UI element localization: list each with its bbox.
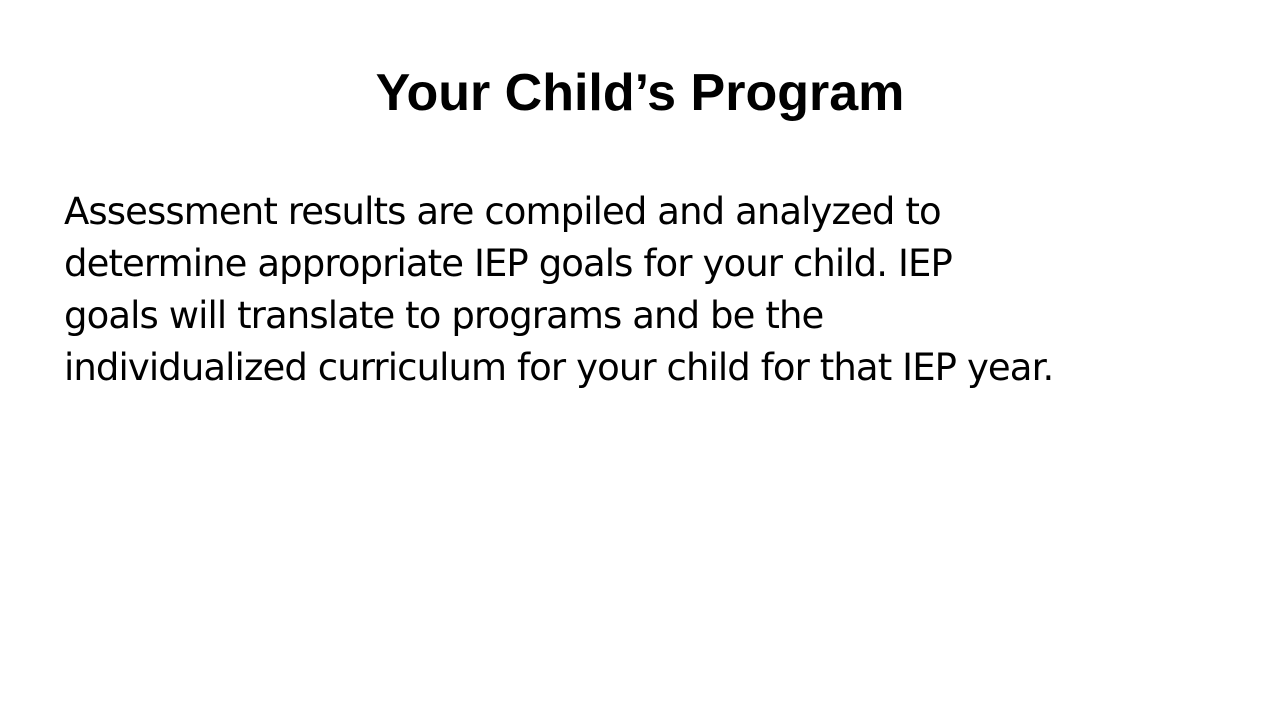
slide-title: Your Child’s Program — [375, 64, 905, 122]
body-line: determine appropriate IEP goals for your child. IEP — [64, 242, 952, 285]
slide-body-text — [64, 186, 1254, 394]
body-line: individualized curriculum for your child for that IEP year. — [64, 346, 1054, 389]
body-line: goals will translate to programs and be the — [64, 294, 824, 337]
body-line: Assessment results are compiled and analyzed to — [64, 190, 941, 233]
